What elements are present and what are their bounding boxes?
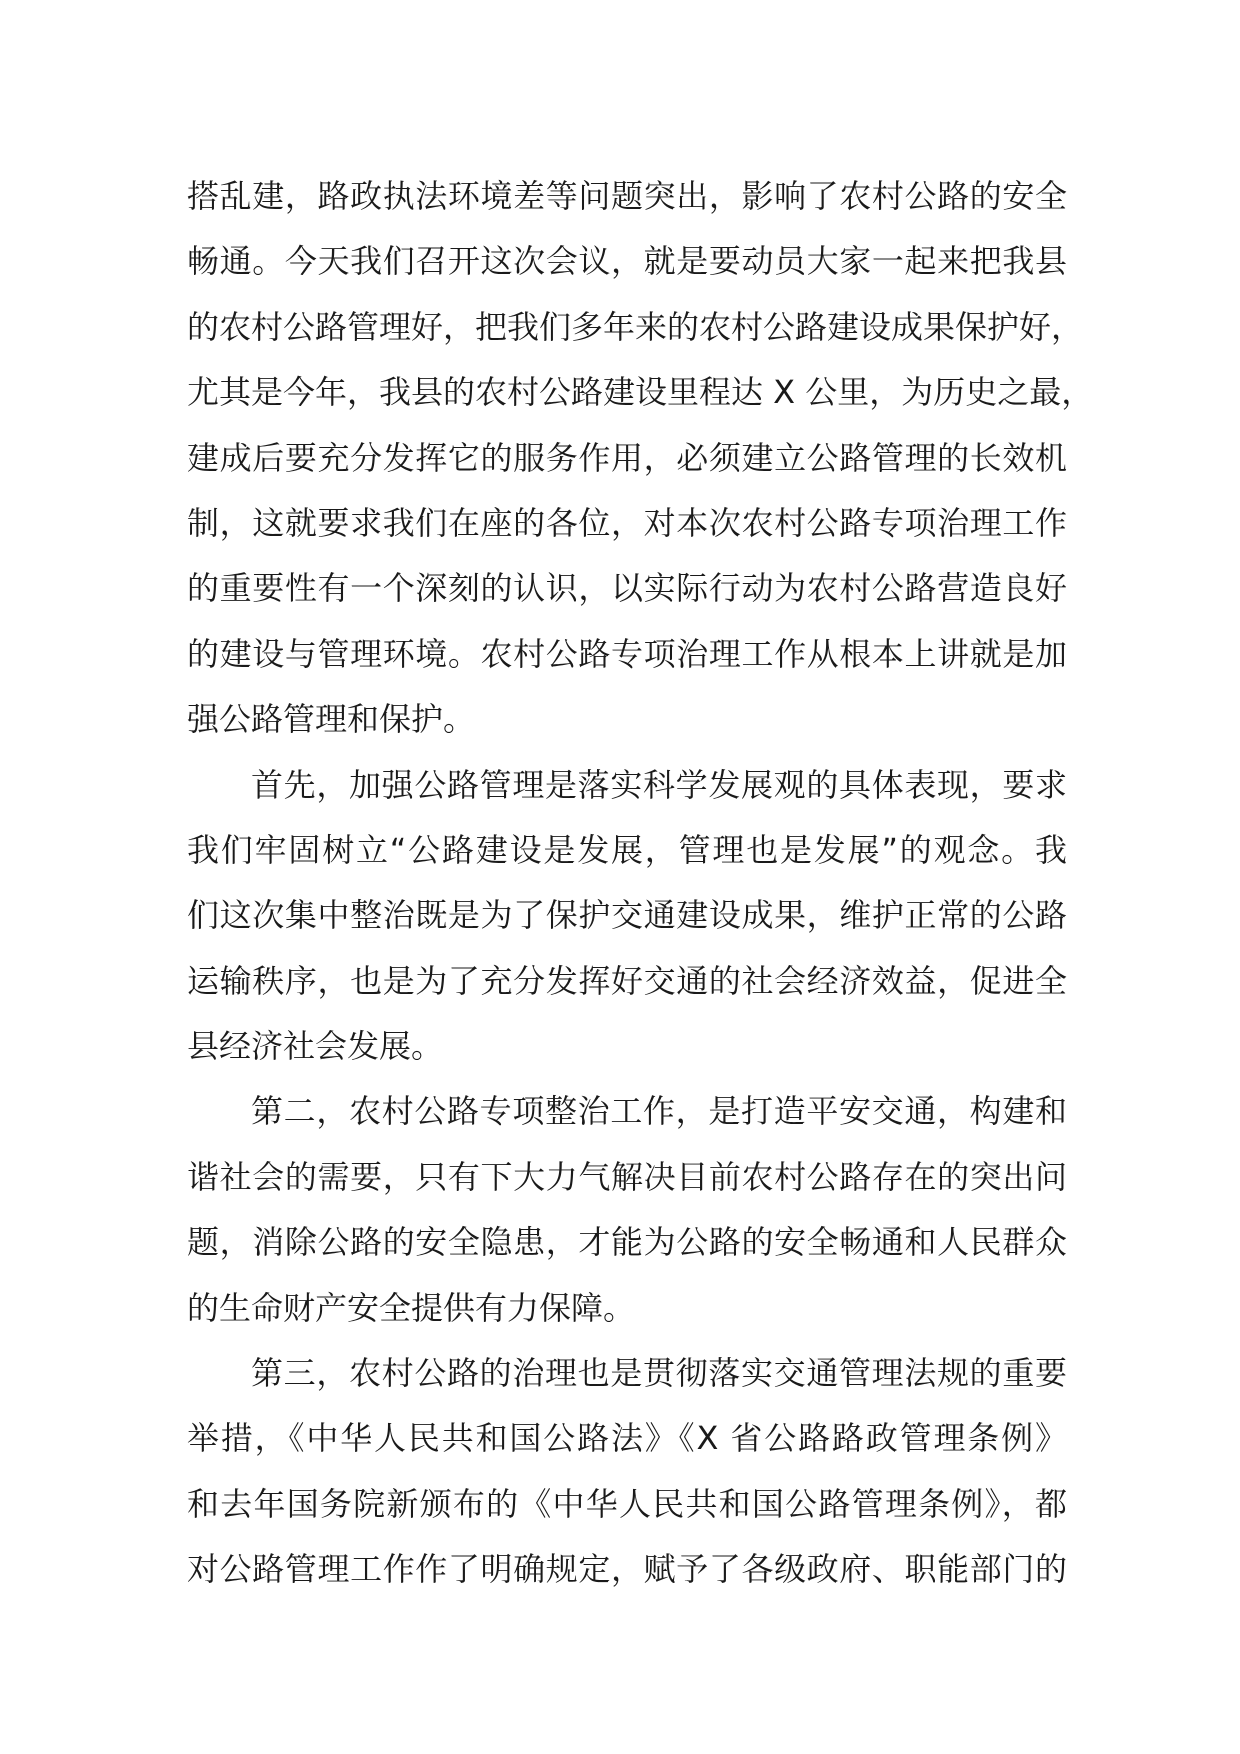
text-line: 的生命财产安全提供有力保障。 bbox=[187, 1288, 636, 1327]
text-line: 运输秩序，也是为了充分发挥好交通的社会经济效益，促进全 bbox=[187, 961, 1067, 1000]
text-line: 谐社会的需要，只有下大力气解决目前农村公路存在的突出问 bbox=[187, 1157, 1067, 1196]
text-line: 制，这就要求我们在座的各位，对本次农村公路专项治理工作 bbox=[187, 503, 1067, 542]
text-line: 我们牢固树立“公路建设是发展，管理也是发展”的观念。我 bbox=[187, 830, 1067, 869]
document-body bbox=[187, 164, 1094, 1603]
text-line: 畅通。今天我们召开这次会议，就是要动员大家一起来把我县 bbox=[187, 242, 1067, 281]
text-line: 县经济社会发展。 bbox=[187, 1027, 444, 1066]
paragraph-4 bbox=[187, 1341, 1067, 1603]
text-line: 强公路管理和保护。 bbox=[187, 700, 476, 739]
text-line: 建成后要充分发挥它的服务作用，必须建立公路管理的长效机 bbox=[187, 438, 1067, 477]
text-line: 举措，《中华人民共和国公路法》《X 省公路路政管理条例》 bbox=[187, 1419, 1067, 1458]
text-line: 第三，农村公路的治理也是贯彻落实交通管理法规的重要 bbox=[251, 1354, 1067, 1393]
paragraph-1 bbox=[187, 164, 1094, 753]
text-line: 搭乱建，路政执法环境差等问题突出，影响了农村公路的安全 bbox=[187, 177, 1067, 215]
text-line: 的建设与管理环境。农村公路专项治理工作从根本上讲就是加 bbox=[187, 634, 1067, 673]
text-line: 的重要性有一个深刻的认识，以实际行动为农村公路营造良好 bbox=[187, 569, 1067, 608]
paragraph-3 bbox=[187, 1079, 1067, 1341]
text-line: 题，消除公路的安全隐患，才能为公路的安全畅通和人民群众 bbox=[187, 1223, 1067, 1262]
text-line: 们这次集中整治既是为了保护交通建设成果，维护正常的公路 bbox=[187, 896, 1067, 935]
text-line: 首先，加强公路管理是落实科学发展观的具体表现，要求 bbox=[251, 765, 1067, 804]
text-line: 尤其是今年，我县的农村公路建设里程达 X 公里，为历史之最， bbox=[187, 373, 1094, 412]
text-line: 和去年国务院新颁布的《中华人民共和国公路管理条例》，都 bbox=[187, 1484, 1067, 1523]
text-line: 第二，农村公路专项整治工作，是打造平安交通，构建和 bbox=[251, 1092, 1067, 1131]
text-line: 的农村公路管理好，把我们多年来的农村公路建设成果保护好， bbox=[187, 307, 1084, 346]
text-line: 对公路管理工作作了明确规定，赋予了各级政府、职能部门的 bbox=[187, 1550, 1067, 1589]
paragraph-2 bbox=[187, 753, 1067, 1080]
